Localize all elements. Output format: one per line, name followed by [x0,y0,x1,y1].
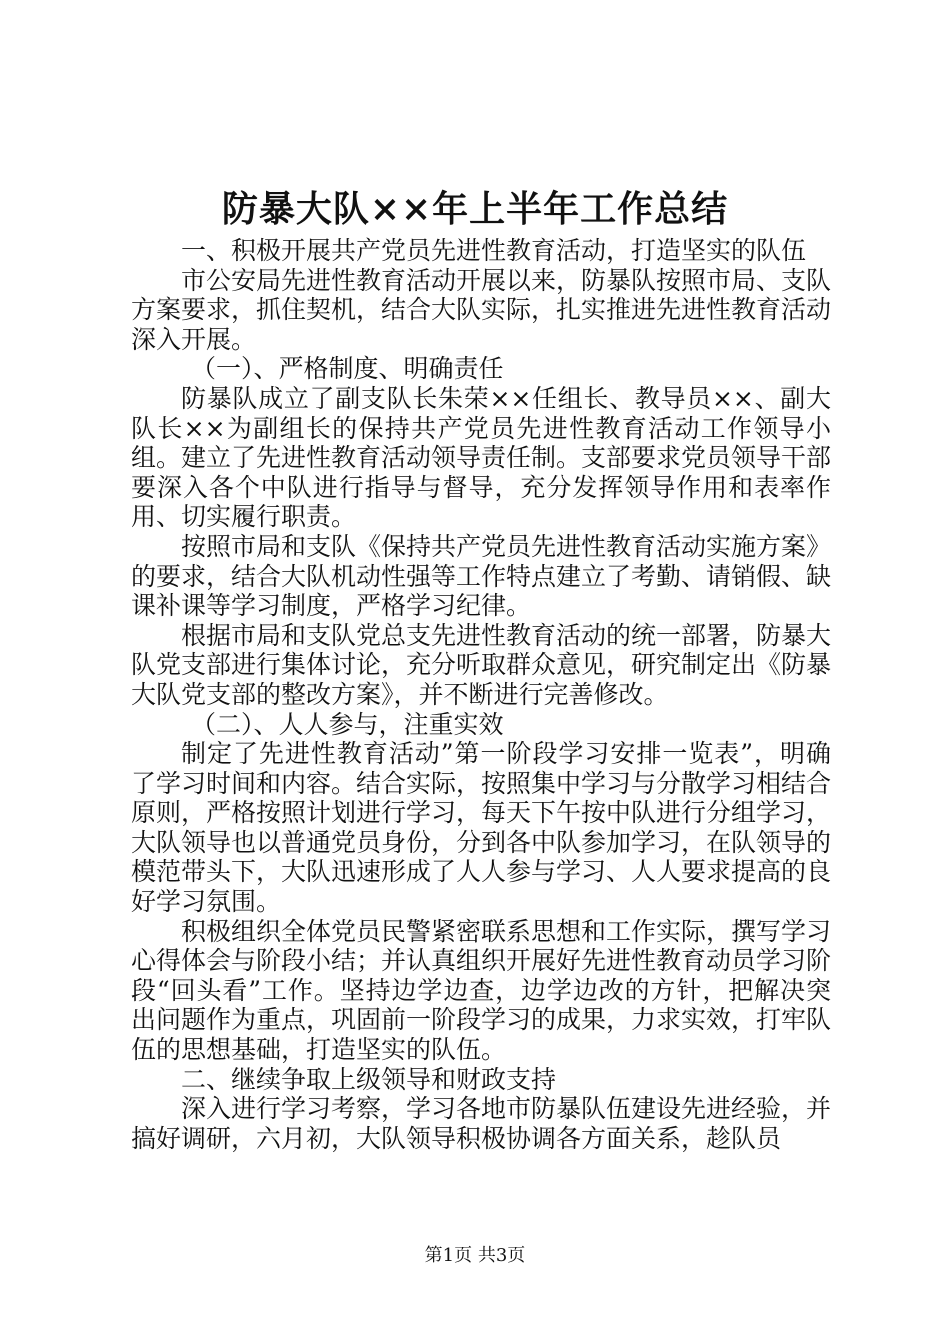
paragraph: 制定了先进性教育活动”第一阶段学习安排一览表”，明确了学习时间和内容。结合实际，按照集中学习与分散学习相结合原则，严格按照计划进行学习，每天下午按中队进行分组学习，大队领导也以普通党员身份，分到各中队参加学习，在队领导的模范带头下，大队迅速形成了人人参与学习、人人要求提高的良好学习氛围。 [131,739,832,917]
paragraph: 防暴队成立了副支队长朱荣××任组长、教导员××、副大队长××为副组长的保持共产党员先进性教育活动工作领导小组。建立了先进性教育活动领导责任制。支部要求党员领导干部要深入各个中队进行指导与督导，充分发挥领导作用和表率作用、切实履行职责。 [131,383,832,532]
subsection-heading-2: （二）、人人参与，注重实效 [191,709,504,739]
paragraph: 根据市局和支队党总支先进性教育活动的统一部署，防暴大队党支部进行集体讨论，充分听取群众意见，研究制定出《防暴大队党支部的整改方案》，并不断进行完善修改。 [131,620,832,709]
page-footer: 第1页 共3页 [424,1245,526,1266]
subsection-heading-1: （一）、严格制度、明确责任 [191,354,504,384]
section-heading-1: 一、积极开展共产党员先进性教育活动，打造坚实的队伍 [181,236,807,265]
paragraph: 深入进行学习考察，学习各地市防暴队伍建设先进经验，并搞好调研，六月初，大队领导积极协调各方面关系，趁队员 [131,1094,832,1153]
document-title: 防暴大队××年上半年工作总结 [221,188,729,230]
paragraph: 按照市局和支队《保持共产党员先进性教育活动实施方案》的要求，结合大队机动性强等工作特点建立了考勤、请销假、缺课补课等学习制度，严格学习纪律。 [131,531,832,621]
document-body [131,236,831,1153]
paragraph: 市公安局先进性教育活动开展以来，防暴队按照市局、支队方案要求，抓住契机，结合大队实际，扎实推进先进性教育活动深入开展。 [131,265,832,354]
section-heading-2: 二、继续争取上级领导和财政支持 [181,1064,557,1094]
paragraph: 积极组织全体党员民警紧密联系思想和工作实际，撰写学习心得体会与阶段小结；并认真组织开展好先进性教育动员学习阶段“回头看”工作。坚持边学边查，边学边改的方针，把解决突出问题作为重点，巩固前一阶段学习的成果，力求实效，打牢队伍的思想基础，打造坚实的队伍。 [131,916,832,1065]
